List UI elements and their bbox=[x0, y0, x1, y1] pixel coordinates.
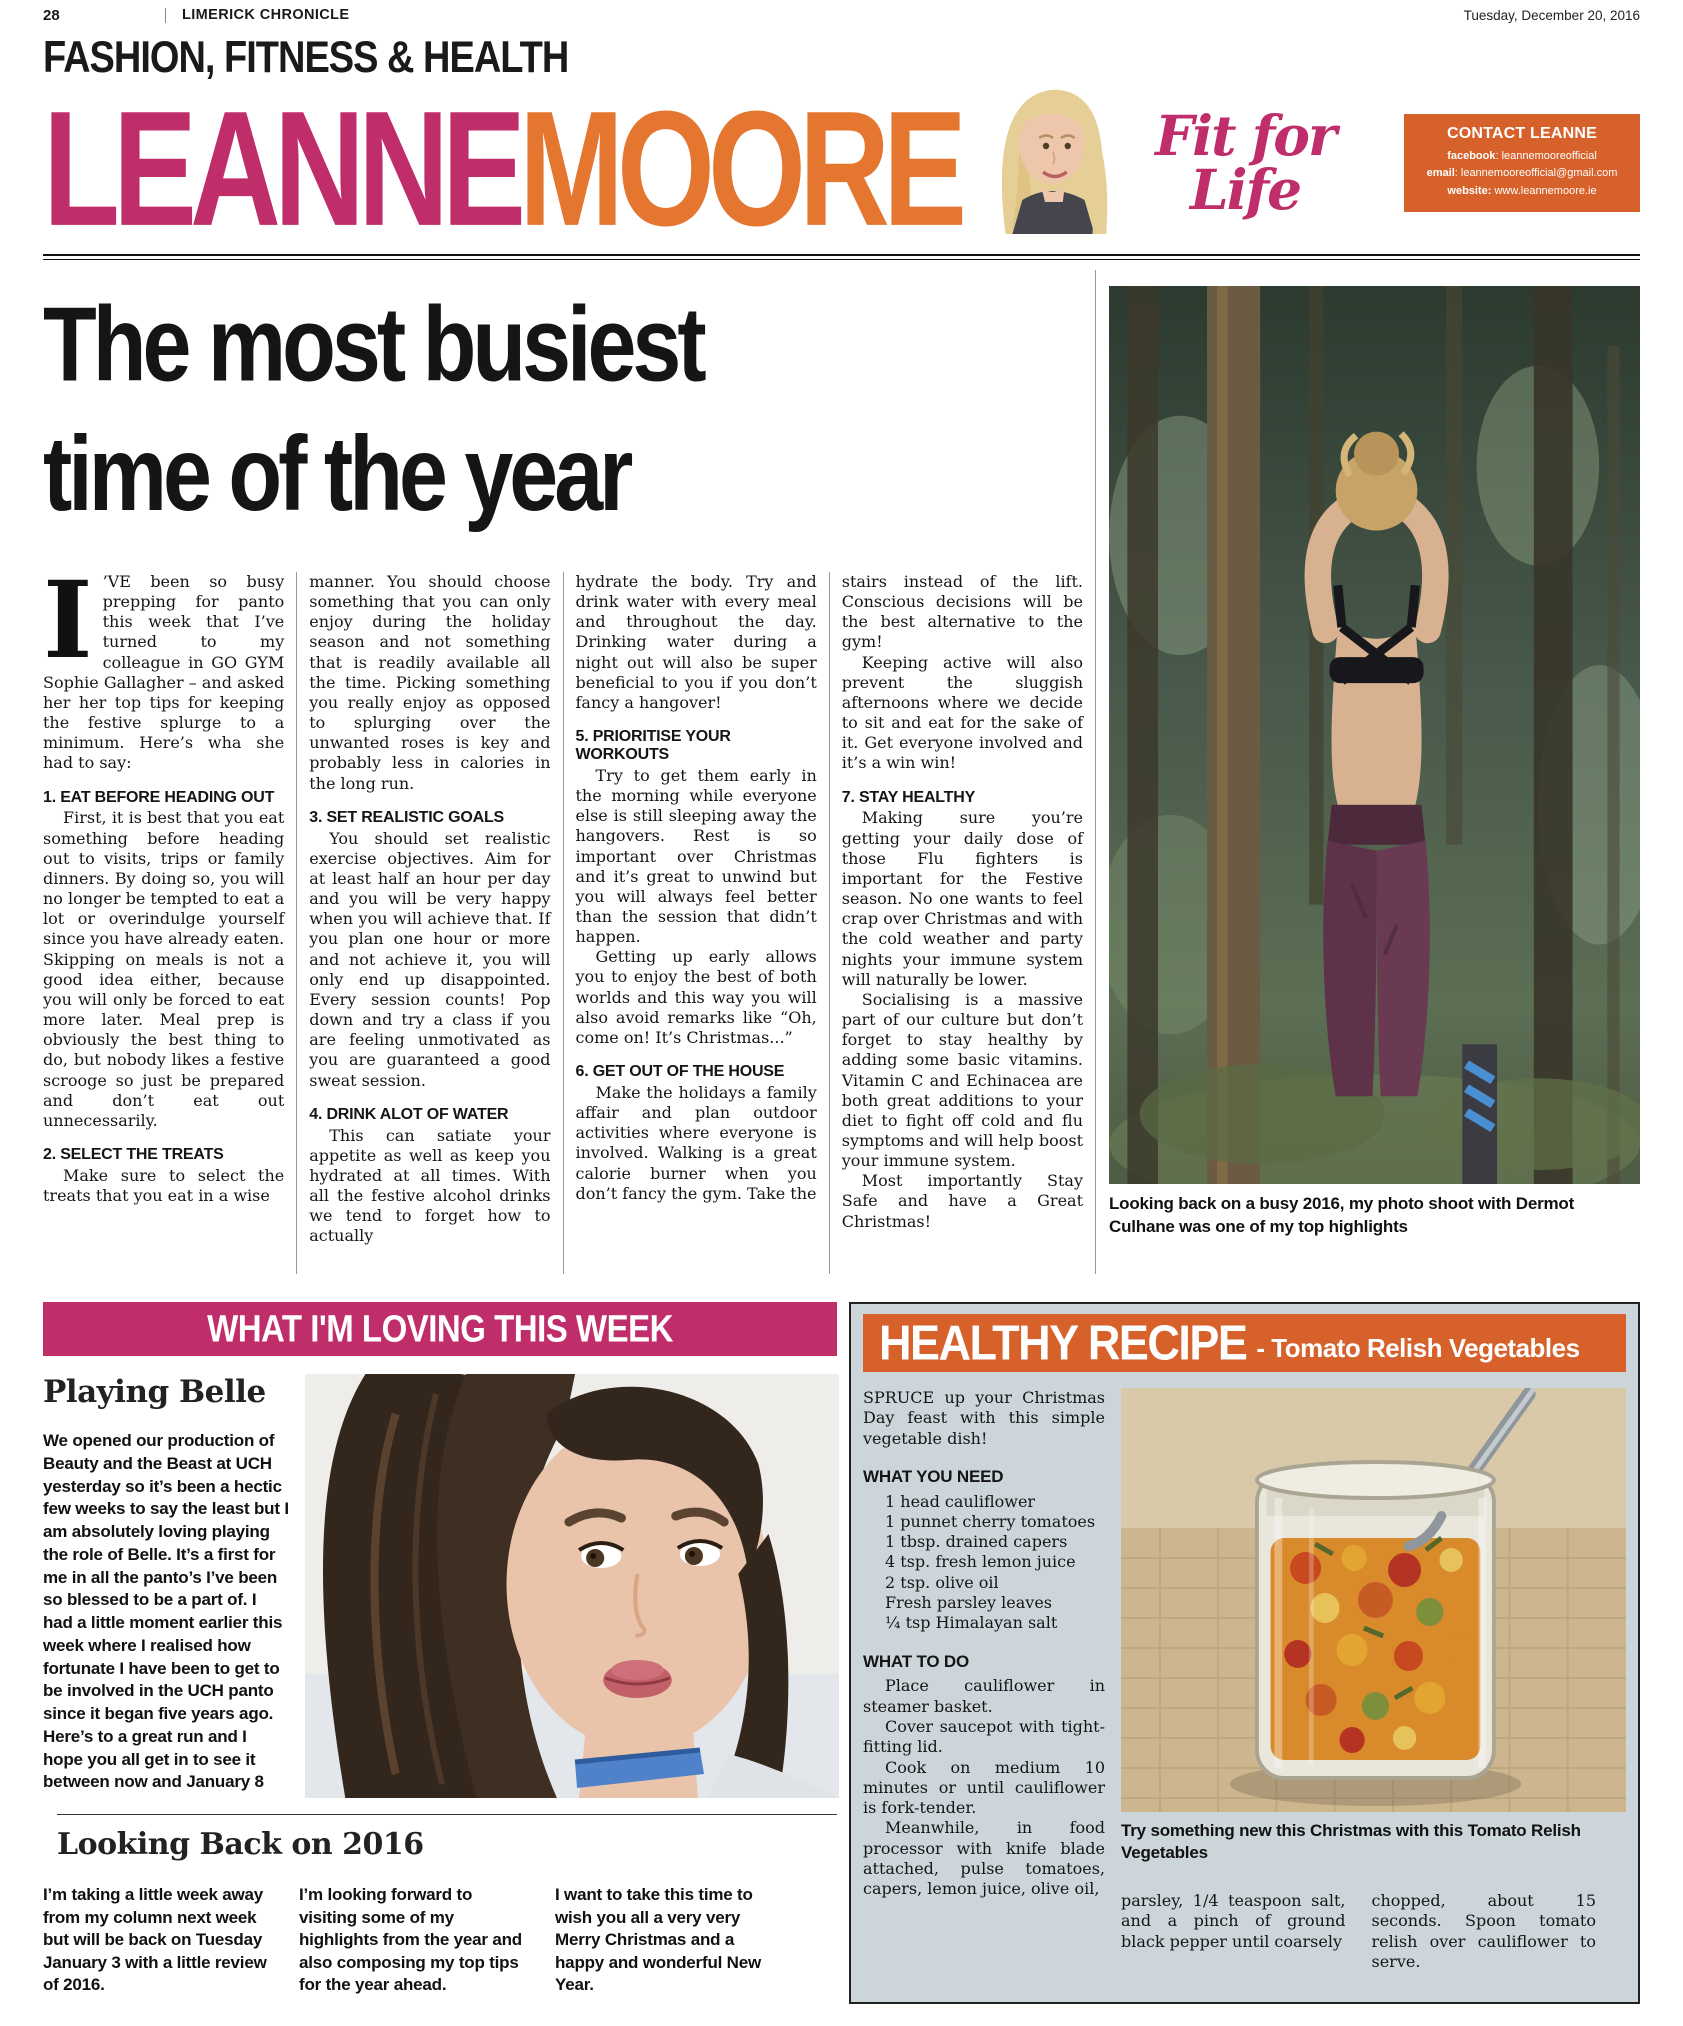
headline-line1: The most busiest bbox=[43, 284, 703, 404]
recipe-banner bbox=[863, 1314, 1626, 1372]
looking-back-columns bbox=[43, 1884, 839, 1997]
header-divider bbox=[165, 8, 166, 23]
article-photo-area bbox=[1095, 270, 1640, 1274]
looking-back-heading: Looking Back on 2016 bbox=[57, 1827, 424, 1862]
looking-back-rule bbox=[57, 1814, 837, 1815]
column-tagline bbox=[1140, 103, 1350, 222]
recipe-content bbox=[863, 1388, 1626, 1972]
section-title: FASHION, FITNESS & HEALTH bbox=[43, 33, 569, 83]
article-text-area bbox=[43, 270, 1095, 1274]
forest-photo-caption: Looking back on a busy 2016, my photo shoot with Dermot Culhane was one of my top highlights bbox=[1109, 1194, 1575, 1236]
leanne-headshot bbox=[968, 82, 1126, 234]
main-article bbox=[43, 270, 1640, 1274]
contact-facebook: facebook: leannemooreofficial bbox=[1447, 150, 1597, 163]
recipe-continuation-col-1: parsley, 1/4 teaspoon salt, and a pinch of ground black pepper until coarsely bbox=[1121, 1890, 1346, 1951]
looking-back-col-3: I want to take this time to wish you all a very very Merry Christmas and a happy and wonderful New Year. bbox=[555, 1885, 762, 1995]
contact-title: CONTACT LEANNE bbox=[1446, 125, 1598, 143]
contact-website: website: www.leannemoore.ie bbox=[1447, 184, 1597, 197]
recipe-photo-area bbox=[1121, 1388, 1626, 1972]
recipe-section bbox=[849, 1302, 1640, 2004]
loving-text-column bbox=[43, 1374, 305, 1798]
page-header-bar bbox=[43, 5, 1640, 25]
loving-content bbox=[43, 1374, 839, 1798]
page-number: 28 bbox=[43, 6, 60, 24]
loving-section bbox=[43, 1302, 849, 2004]
recipe-steps: Place cauliflower in steamer basket. Cover saucepot with tight-fitting lid. Cook on medium 10 minutes or until cauliflower is fork-tender. Meanwhile, in food processor with knife blade attached, pulse tomatoes, capers, lemon juice, olive oil, bbox=[863, 1676, 1105, 1899]
recipe-intro: SPRUCE up your Christmas Day feast with this simple vegetable dish! bbox=[863, 1388, 1105, 1448]
forest-photo bbox=[1109, 286, 1640, 1184]
recipe-need-heading: WHAT YOU NEED bbox=[863, 1466, 1004, 1486]
article-columns bbox=[43, 572, 1095, 1274]
tagline-line1: Fit for bbox=[1155, 103, 1335, 169]
columnist-last-name: MOORE bbox=[519, 76, 961, 260]
recipe-photo bbox=[1121, 1388, 1626, 1812]
drop-cap: I bbox=[43, 572, 93, 682]
publication-name: LIMERICK CHRONICLE bbox=[182, 7, 350, 23]
issue-date: Tuesday, December 20, 2016 bbox=[1463, 7, 1640, 23]
bottom-sections bbox=[43, 1302, 1640, 2004]
article-column-3: hydrate the body. Try and drink water with every meal and throughout the day. Drinking water during a night out will also be super beneficial to you if you don’t fancy a hangover! 5. PRIORITISE YOUR WORKOUTS Try to get them early in the morning while everyone else is still sleeping away the hangovers. Rest is so important over Christmas and it’s great to unwind but you will always feel better than the session that didn’t happen. Getting up early allows you to enjoy the best of both worlds and this way you will also avoid remarks like “Oh, come on! It’s Christmas...” 6. GET OUT OF THE HOUSE Make the holidays a family affair and plan outdoor activities where everyone is involved. Walking is a great calorie burner when you don’t fancy the gym. Take the bbox=[563, 572, 829, 1274]
looking-back-col-1: I’m taking a little week away from my column next week but will be back on Tuesday January 3 with a little review of 2016. bbox=[43, 1885, 267, 1995]
loving-banner-title: WHAT I'M LOVING THIS WEEK bbox=[207, 1307, 673, 1350]
columnist-first-name: LEANNE bbox=[43, 76, 520, 260]
contact-box bbox=[1404, 114, 1640, 211]
loving-heading: Playing Belle bbox=[43, 1374, 266, 1410]
looking-back-col-2: I’m looking forward to visiting some of my highlights from the year and also composing my top tips for the year ahead. bbox=[299, 1885, 522, 1995]
article-headline bbox=[43, 270, 1095, 632]
loving-banner bbox=[43, 1302, 837, 1356]
loving-body: We opened our production of Beauty and the Beast at UCH yesterday so it’s been a hectic few weeks to say the least but I am absolutely loving playing the role of Belle. It’s a first for me in all the panto’s I’ve been so blessed to be a part of. I had a little moment earlier this week where I realised how fortunate I have been to get to be involved in the UCH panto since it began five years ago. Here’s to a great run and I hope you all get in to see it between now and January 8 bbox=[43, 1431, 289, 1792]
recipe-text-column bbox=[863, 1388, 1105, 1972]
headline-line2: time of the year bbox=[43, 414, 630, 533]
columnist-name bbox=[43, 76, 961, 260]
recipe-banner-title: HEALTHY RECIPE bbox=[879, 1314, 1247, 1371]
recipe-do-heading: WHAT TO DO bbox=[863, 1651, 969, 1671]
column-masthead bbox=[43, 76, 1640, 260]
recipe-photo-caption: Try something new this Christmas with this Tomato Relish Vegetables bbox=[1121, 1821, 1581, 1863]
recipe-ingredients: 1 head cauliflower 1 punnet cherry tomatoes 1 tbsp. drained capers 4 tsp. fresh lemon juice 2 tsp. olive oil Fresh parsley leaves ¼ tsp Himalayan salt bbox=[885, 1491, 1096, 1633]
selfie-photo bbox=[305, 1374, 839, 1798]
article-column-1: I ’VE been so busy prepping for panto this week that I’ve turned to my colleague in GO GYM Sophie Gallagher – and asked her her top tips for keeping the festive splurge to a minimum. Here’s wha she had to say: 1. EAT BEFORE HEADING OUT First, it is best that you eat something before heading out to visits, trips or family dinners. By doing so, you will no longer be tempted to eat a lot or overindulge yourself since you have already eaten. Skipping on meals is not a good idea either, because you will only be forced to eat more later. Meal prep is obviously the best thing to do, but nobody likes a festive scrooge so just be prepared and don’t eat out unnecessarily. 2. SELECT THE TREATS Make sure to select the treats that you eat in a wise bbox=[43, 572, 285, 1206]
recipe-banner-subtitle: - Tomato Relish Vegetables bbox=[1256, 1332, 1580, 1363]
recipe-continuation bbox=[1121, 1891, 1626, 1972]
article-column-4: stairs instead of the lift. Conscious decisions will be the best alternative to the gym! Keeping active will also prevent the sluggish afternoons where we decide to sit and eat for the sake of it. Get everyone involved and it’s a win win! 7. STAY HEALTHY Making sure you’re getting your daily dose of those Flu fighters is important for the Festive season. No one wants to feel crap over Christmas and with the cold weather and party nights your immune system will naturally be lower. Socialising is a massive part of our culture but don’t forget to stay healthy by adding some basic vitamins. Vitamin C and Echinacea are both great additions to your diet to fight off cold and flu symptoms and will help boost your immune system. Most importantly Stay Safe and have a Great Christmas! bbox=[829, 572, 1095, 1274]
tagline-line2: Life bbox=[1189, 157, 1301, 222]
recipe-continuation-col-2: chopped, about 15 seconds. Spoon tomato relish over cauliflower to serve. bbox=[1371, 1890, 1596, 1971]
article-column-2: manner. You should choose something that you can only enjoy during the holiday season and not something that is readily available all the time. Picking something you really enjoy as opposed to splurging over the unwanted roses is key and probably less in calories in the long run. 3. SET REALISTIC GOALS You should set realistic exercise objectives. Aim for at least half an hour per day and you will be very happy when you will achieve that. If you plan one hour or more and not achieve it, you will only end up disappointed. Every session counts! Pop down and try a class if you are feeling unmotivated as you are guaranteed a good sweat session. 4. DRINK ALOT OF WATER This can satiate your appetite as well as keep you hydrated at all times. With all the festive alcohol drinks we tend to forget how to actually bbox=[296, 572, 562, 1274]
contact-email: email: leannemooreofficial@gmail.com bbox=[1426, 167, 1618, 180]
